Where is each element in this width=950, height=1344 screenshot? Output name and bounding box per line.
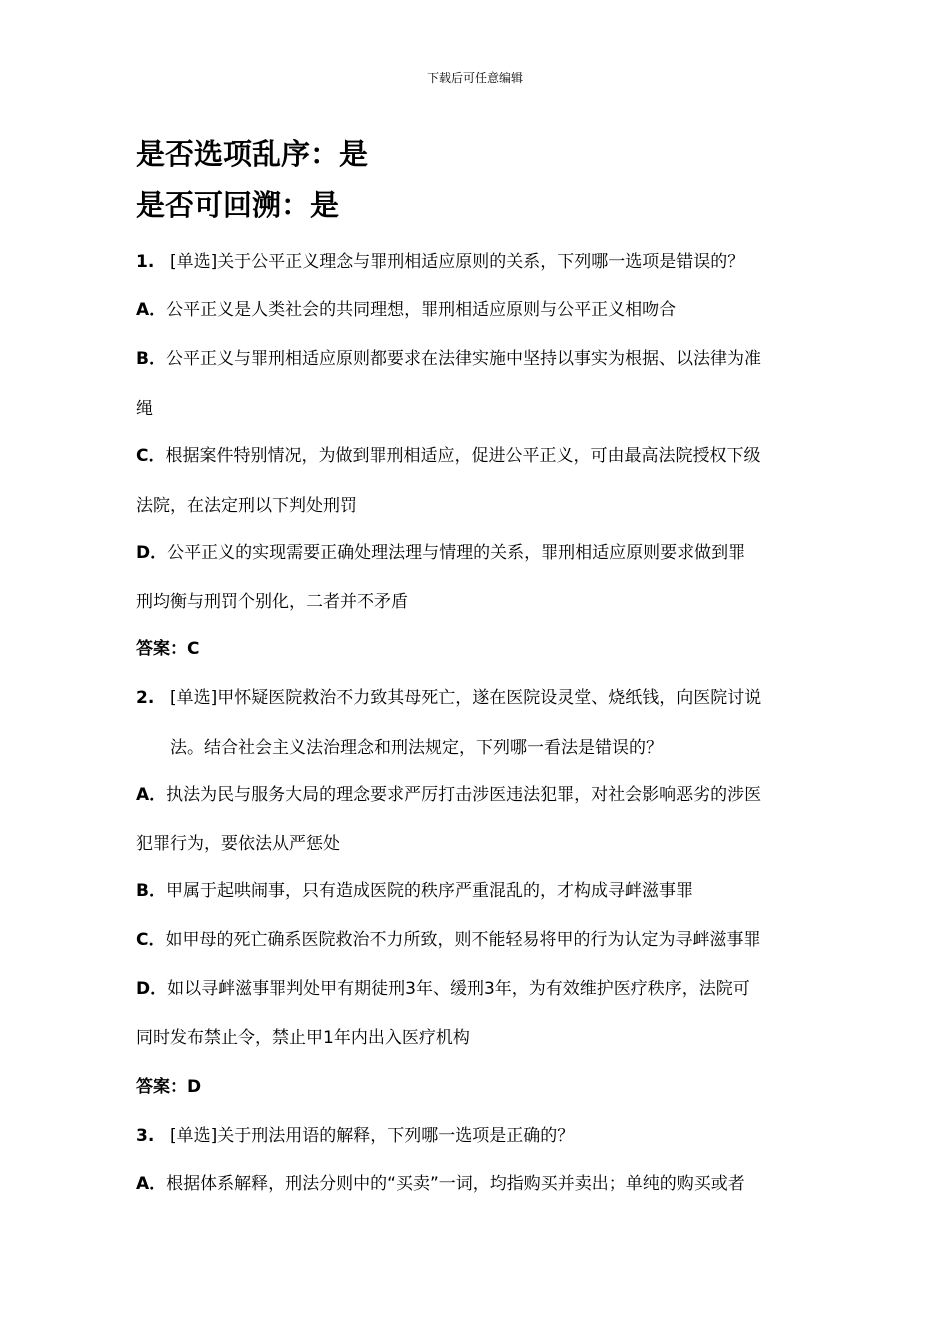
option-text: 如以寻衅滋事罪判处甲有期徒刑3年、缓刑3年，为有效维护医疗秩序，法院可	[167, 979, 750, 999]
option-text: 公平正义与罪刑相适应原则都要求在法律实施中坚持以事实为根据、以法律为准	[165, 349, 761, 369]
option-label: A．	[136, 300, 167, 320]
option-text: 如甲母的死亡确系医院救治不力所致，则不能轻易将甲的行为认定为寻衅滋事罪	[165, 930, 761, 950]
question-1-answer: 答案：C	[136, 639, 200, 659]
question-1-stem	[136, 250, 744, 274]
question-1-option-d	[136, 541, 745, 565]
option-text: 执法为民与服务大局的理念要求严厉打击涉医违法犯罪，对社会影响恶劣的涉医	[166, 785, 762, 805]
option-text: 根据体系解释，刑法分则中的“买卖”一词，均指购买并卖出；单纯的购买或者	[166, 1174, 745, 1194]
option-label: A．	[136, 1174, 167, 1194]
option-text: 公平正义的实现需要正确处理法理与情理的关系，罪刑相适应原则要求做到罪	[167, 543, 746, 563]
question-2-stem-continued: 法。结合社会主义法治理念和刑法规定，下列哪一看法是错误的？	[170, 738, 663, 758]
header-note: 下载后可任意编辑	[426, 71, 523, 85]
question-2-option-b	[136, 879, 693, 903]
question-1-option-c-continued: 法院，在法定刑以下判处刑罚	[136, 496, 357, 516]
question-2-option-c	[136, 928, 760, 952]
question-1-option-b-continued: 绳	[136, 399, 153, 419]
question-text: [单选]关于刑法用语的解释，下列哪一选项是正确的？	[170, 1126, 575, 1146]
option-label: C．	[136, 446, 166, 466]
question-2-option-d-continued: 同时发布禁止令，禁止甲1年内出入医疗机构	[136, 1028, 470, 1048]
question-1-option-c	[136, 444, 760, 468]
option-label: A．	[136, 785, 167, 805]
question-text: [单选]关于公平正义理念与罪刑相适应原则的关系，下列哪一选项是错误的？	[170, 252, 745, 272]
option-text: 根据案件特别情况，为做到罪刑相适应，促进公平正义，可由最高法院授权下级	[165, 446, 761, 466]
option-text: 甲属于起哄闹事，只有造成医院的秩序严重混乱的，才构成寻衅滋事罪	[165, 881, 693, 901]
question-3-stem	[136, 1124, 574, 1148]
question-1-option-b	[136, 347, 761, 371]
question-number: 3.	[136, 1126, 155, 1146]
question-2-option-d	[136, 977, 750, 1001]
option-text: 公平正义是人类社会的共同理想，罪刑相适应原则与公平正义相吻合	[166, 300, 677, 320]
option-label: B．	[136, 881, 166, 901]
question-3-option-a	[136, 1172, 745, 1196]
question-2-option-a	[136, 783, 761, 807]
question-number: 1.	[136, 252, 155, 272]
question-2-stem	[136, 686, 761, 710]
question-2-answer: 答案：D	[136, 1077, 202, 1097]
option-label: D．	[136, 543, 168, 563]
shuffle-setting: 是否选项乱序：是	[136, 137, 369, 171]
question-number: 2.	[136, 688, 155, 708]
question-1-option-a	[136, 298, 676, 322]
question-2-option-a-continued: 犯罪行为，要依法从严惩处	[136, 834, 340, 854]
option-label: B．	[136, 349, 166, 369]
question-text: [单选]甲怀疑医院救治不力致其母死亡，遂在医院设灵堂、烧纸钱，向医院讨说	[170, 688, 762, 708]
option-label: C．	[136, 930, 166, 950]
question-1-option-d-continued: 刑均衡与刑罚个别化，二者并不矛盾	[136, 592, 408, 612]
backtrack-setting: 是否可回溯：是	[136, 188, 340, 222]
option-label: D．	[136, 979, 168, 999]
